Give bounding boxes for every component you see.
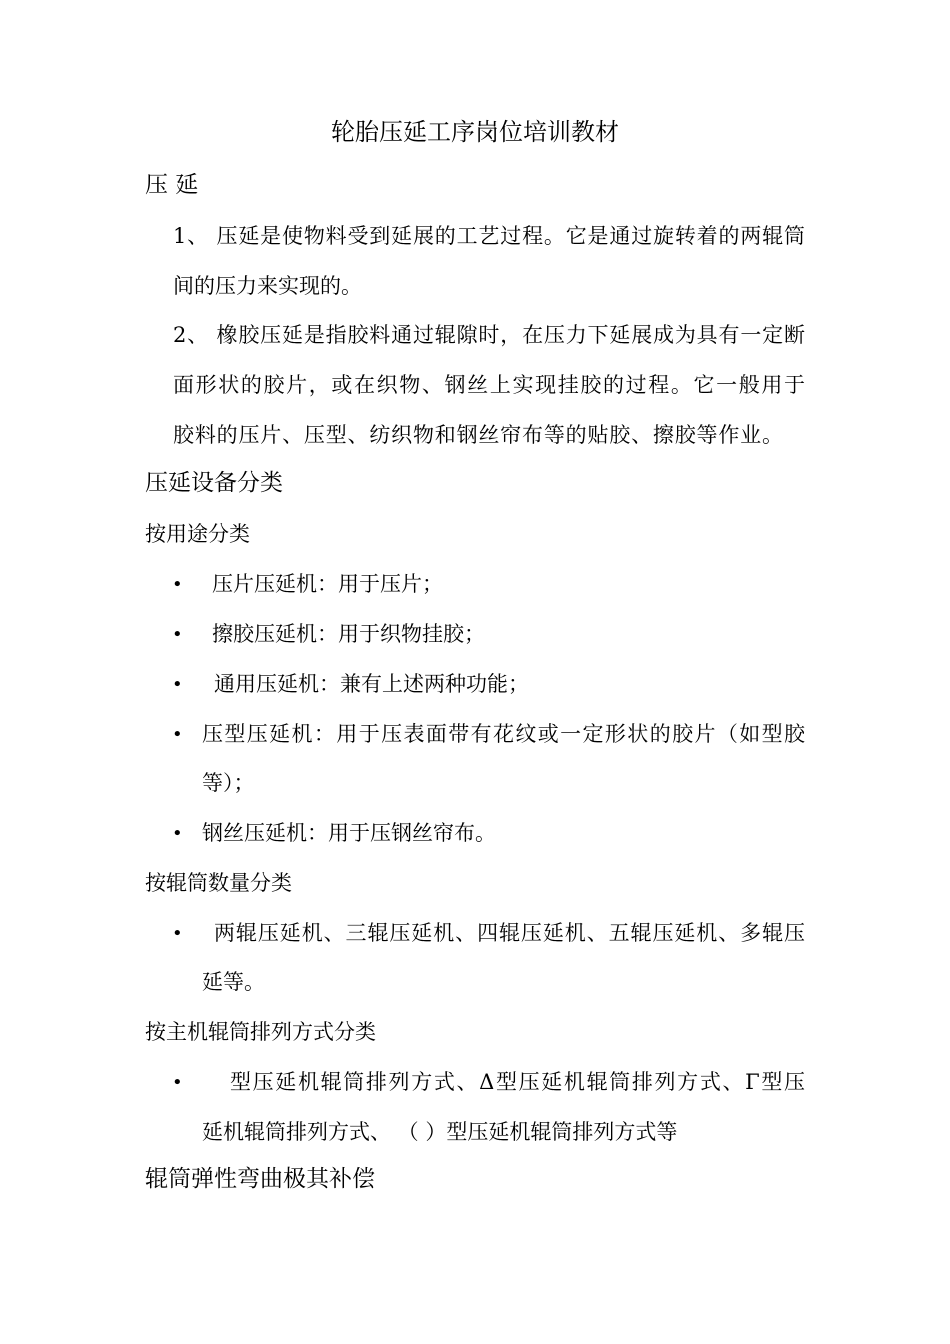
paragraph-1-line-1: 1、 压延是使物料受到延展的工艺过程。它是通过旋转着的两辊筒 [173,224,805,248]
subheading-by-arrangement: 按主机辊筒排列方式分类 [145,1020,376,1044]
list-item-roll-count-line-2: 延等。 [202,970,265,994]
list-item-roll-count-line-1: 两辊压延机、三辊压延机、四辊压延机、五辊压延机、多辊压 [214,921,805,945]
section-heading-equipment: 压延设备分类 [145,470,283,496]
bullet-marker: • [172,923,183,944]
paragraph-2-line-3: 胶料的压片、压型、纺织物和钢丝帘布等的贴胶、擦胶等作业。 [173,423,783,447]
list-item-steel-cord-calender: 钢丝压延机：用于压钢丝帘布。 [202,821,496,845]
bullet-marker: • [172,724,183,745]
bullet-marker: • [172,674,183,695]
list-item-arrangement-line-1: 型压延机辊筒排列方式、Δ型压延机辊筒排列方式、Γ型压 [230,1070,805,1094]
list-item-friction-calender: 擦胶压延机：用于织物挂胶； [212,622,485,646]
subheading-by-use: 按用途分类 [145,522,250,546]
list-item-sheet-calender: 压片压延机：用于压片； [212,572,443,596]
bullet-marker: • [172,624,183,645]
list-item-profile-calender: 压型压延机：用于压表面带有花纹或一定形状的胶片（如型胶 [202,722,805,746]
section-heading-roll-deflection: 辊筒弹性弯曲极其补偿 [145,1166,375,1192]
subheading-by-roll-count: 按辊筒数量分类 [145,871,292,895]
list-item-profile-calender-cont: 等）； [202,771,255,795]
paragraph-2-line-2: 面形状的胶片，或在织物、钢丝上实现挂胶的过程。它一般用于 [173,373,805,397]
list-item-arrangement-line-2: 延机辊筒排列方式、 （ ）型压延机辊筒排列方式等 [202,1120,678,1144]
section-heading-calendering: 压 延 [145,172,199,198]
paragraph-1-line-2: 间的压力来实现的。 [173,274,362,298]
document-title: 轮胎压延工序岗位培训教材 [331,118,619,146]
bullet-marker: • [172,823,183,844]
list-item-universal-calender: 通用压延机：兼有上述两种功能； [214,672,529,696]
bullet-marker: • [172,574,183,595]
bullet-marker: • [172,1072,183,1093]
paragraph-2-line-1: 2、 橡胶压延是指胶料通过辊隙时，在压力下延展成为具有一定断 [173,323,805,347]
